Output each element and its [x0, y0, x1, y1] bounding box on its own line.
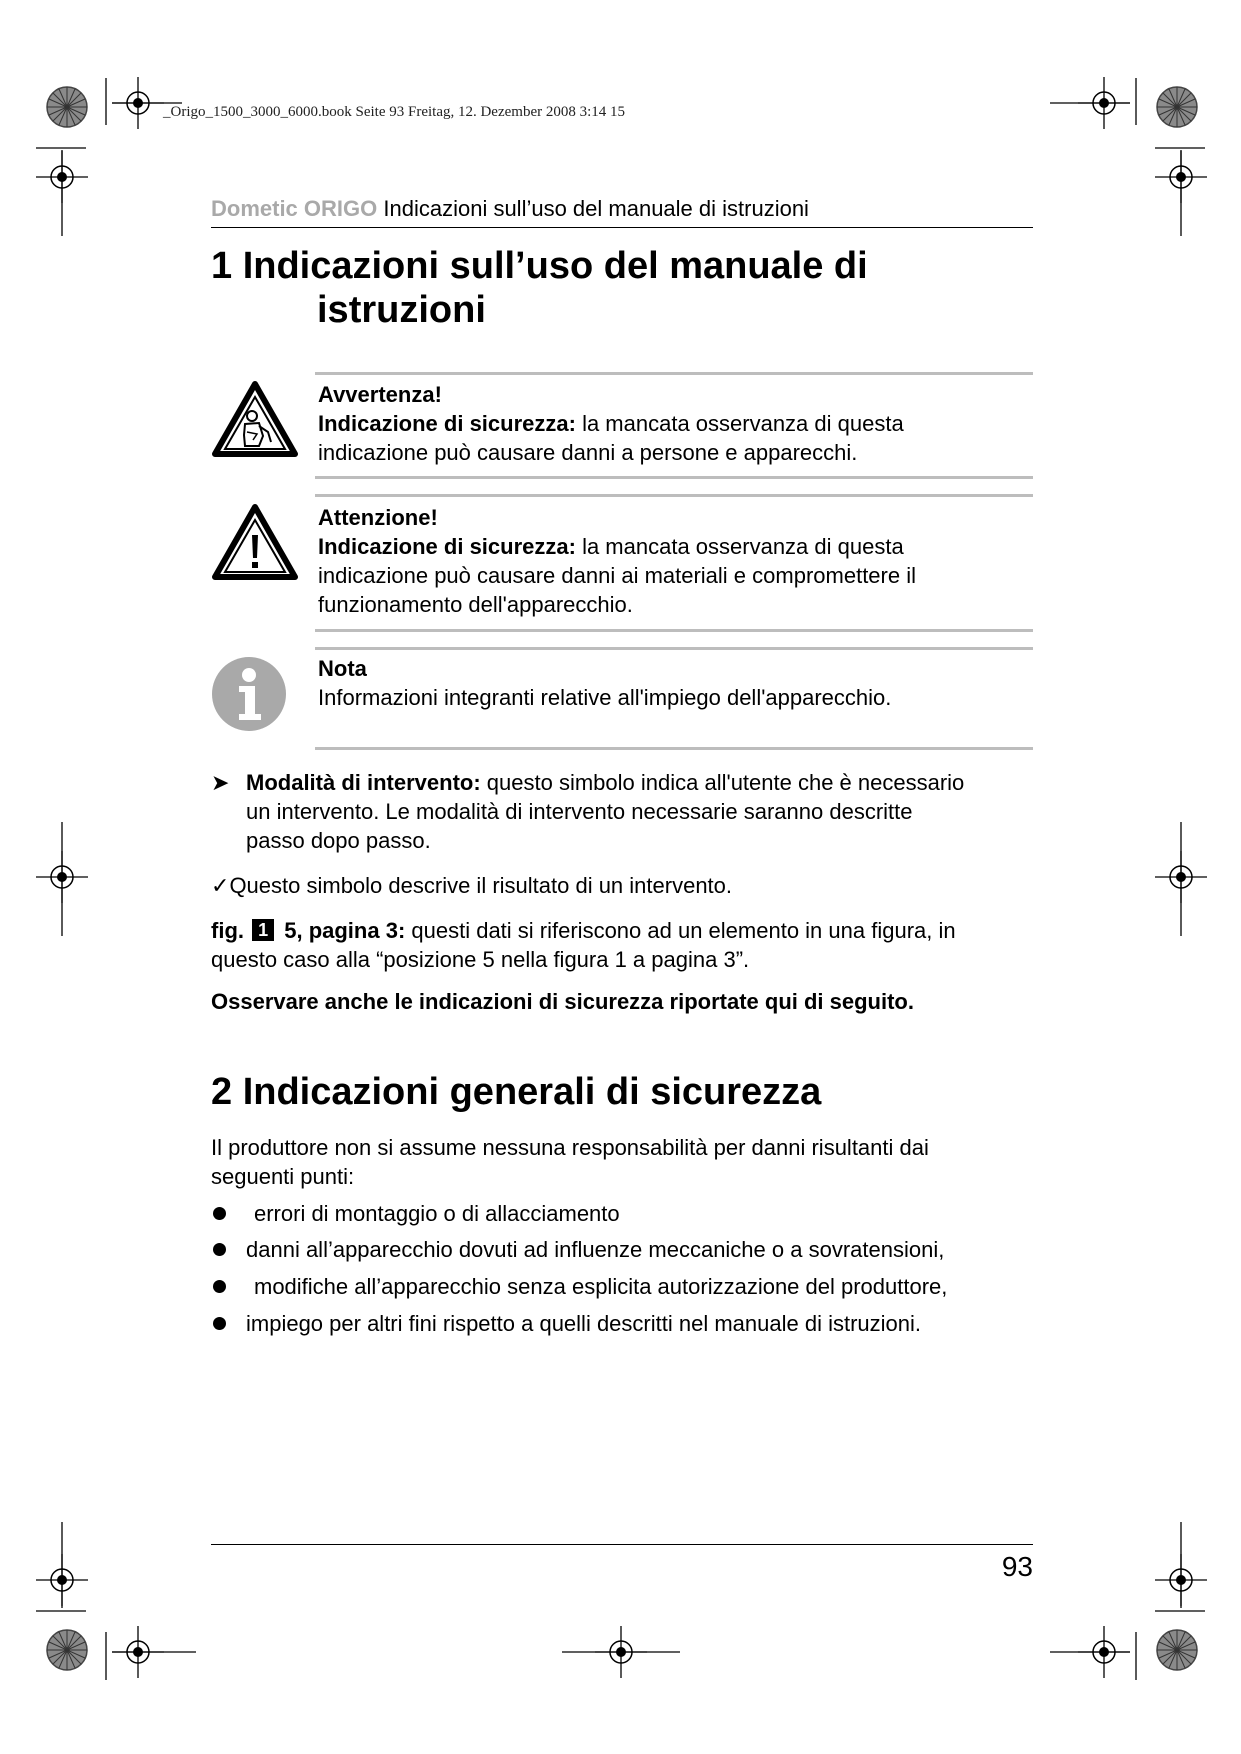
list-item: impiego per altri fini rispetto a quelli descritti nel manuale di istruzioni. [246, 1311, 921, 1336]
running-header [211, 196, 1033, 222]
safety-reminder: Osservare anche le indicazioni di sicurezza riportate qui di seguito. [211, 989, 914, 1014]
header-brand: Dometic ORIGO [211, 196, 378, 221]
figref-label: fig. [211, 918, 244, 943]
action-line1: questo simbolo indica all'utente che è necessario [480, 770, 965, 795]
notice-rule [315, 747, 1033, 750]
notice-text [318, 532, 1030, 561]
bullet-dot [213, 1317, 226, 1330]
figure-number-box: 1 [252, 919, 274, 941]
header-title: Indicazioni sull’uso del manuale di istruzioni [383, 196, 809, 221]
footer-rule [211, 1544, 1033, 1545]
notice-label: Indicazione di sicurezza: [318, 534, 576, 559]
intro-line2: seguenti punti: [211, 1164, 355, 1189]
action-line3: passo dopo passo. [246, 828, 431, 853]
info-icon [211, 656, 287, 732]
notice-rule [315, 372, 1033, 375]
action-description [246, 768, 1036, 855]
figure-reference [211, 916, 1036, 974]
notice-rule [315, 629, 1033, 632]
bullet-dot [213, 1280, 226, 1293]
caution-exclamation-icon [211, 503, 299, 583]
action-line [246, 768, 1036, 797]
notice-title: Nota [318, 656, 367, 681]
list-item: errori di montaggio o di allacciamento [254, 1201, 620, 1226]
action-line2: un intervento. Le modalità di intervento necessarie saranno descritte [246, 799, 913, 824]
notice-line: funzionamento dell'apparecchio. [318, 592, 633, 617]
notice-title: Attenzione! [318, 505, 438, 530]
bullet-dot [213, 1207, 226, 1220]
figref-line2: questo caso alla “posizione 5 nella figura 1 a pagina 3”. [211, 947, 750, 972]
page-number: 93 [1001, 1551, 1033, 1582]
notice-warning [318, 380, 1030, 467]
section2-heading: 2 Indicazioni generali di sicurezza [211, 1071, 822, 1113]
notice-title: Avvertenza! [318, 382, 442, 407]
result-text: Questo simbolo descrive il risultato di un intervento. [229, 873, 733, 898]
notice-line: indicazione può causare danni ai materiali e compromettere il [318, 563, 916, 588]
figref-line1: questi dati si riferiscono ad un elemento in una figura, in [405, 918, 956, 943]
notice-rule [315, 494, 1033, 497]
notice-caution [318, 503, 1030, 619]
bullet-dot [213, 1243, 226, 1256]
notice-rule [315, 647, 1033, 650]
notice-note [318, 654, 1030, 712]
figref-position: 5, pagina 3: [278, 918, 406, 943]
section1-heading-line2: istruzioni [317, 289, 486, 331]
notice-line: la mancata osservanza di questa [575, 534, 904, 559]
figref-line [211, 916, 1036, 945]
intro-line1: Il produttore non si assume nessuna responsabilità per danni risultanti dai [211, 1135, 929, 1160]
notice-text [318, 409, 1030, 438]
action-symbol-icon: ➤ [211, 770, 230, 795]
notice-label: Indicazione di sicurezza: [318, 411, 576, 436]
header-rule [211, 227, 1033, 228]
checkmark-icon: ✓ [211, 873, 230, 898]
print-mark: _Origo_1500_3000_6000.book Seite 93 Freitag, 12. Dezember 2008 3:14 15 [163, 104, 626, 120]
action-label: Modalità di intervento: [246, 770, 481, 795]
notice-rule [315, 476, 1033, 479]
notice-line: Informazioni integranti relative all'impiego dell'apparecchio. [318, 685, 892, 710]
section1-heading-line1: 1 Indicazioni sull’uso del manuale di [211, 245, 868, 287]
notice-line: indicazione può causare danni a persone e apparecchi. [318, 440, 858, 465]
notice-line: la mancata osservanza di questa [575, 411, 904, 436]
result-line [211, 871, 732, 900]
section1-heading [211, 244, 868, 332]
warning-person-icon [211, 380, 299, 460]
list-item: modifiche all’apparecchio senza esplicita autorizzazione del produttore, [254, 1274, 948, 1299]
section2-intro [211, 1133, 1036, 1191]
list-item: danni all’apparecchio dovuti ad influenze meccaniche o a sovratensioni, [246, 1237, 945, 1262]
